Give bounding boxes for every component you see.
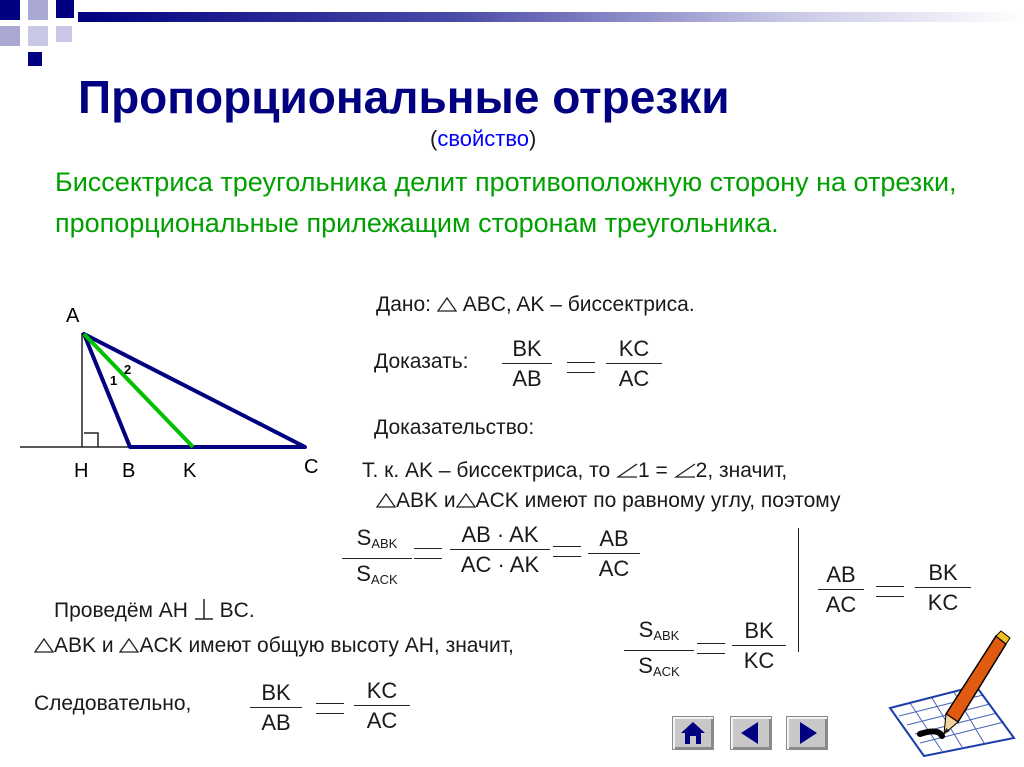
previous-slide-button[interactable] xyxy=(730,716,772,750)
conclusion-label: Следовательно, xyxy=(34,692,192,715)
point-b-label: B xyxy=(122,460,136,480)
triangle-abc xyxy=(84,334,305,447)
triangle-icon xyxy=(376,493,396,508)
angle-1-label: 1 xyxy=(110,373,118,388)
conclusion-rhs-fraction: KC AC xyxy=(354,678,410,733)
sides-product-fraction: AB · AK AC · AK xyxy=(450,522,550,577)
property-link[interactable]: свойство xyxy=(437,126,530,151)
triangle-icon xyxy=(34,638,54,653)
equals-sign xyxy=(876,586,904,597)
area-ratio-fraction: $S_{ABK}$ $S_{ACK}$ xyxy=(342,525,412,592)
prove-label: Доказать: xyxy=(374,350,469,373)
segments-ratio-fraction: BK KC xyxy=(732,618,786,673)
point-c-label: C xyxy=(304,456,319,478)
point-k-label: K xyxy=(183,460,197,480)
sides-ratio-fraction: AB AC xyxy=(588,526,640,581)
slide-title: Пропорциональные отрезки xyxy=(78,71,730,123)
home-button[interactable] xyxy=(672,716,714,750)
equals-sign xyxy=(553,546,581,557)
right-angle-mark xyxy=(84,433,98,447)
prove-lhs-fraction: BK AB xyxy=(502,336,552,391)
vertical-separator xyxy=(798,528,799,652)
triangle-icon xyxy=(456,493,476,508)
common-height-line: ABK и ACK имеют общую высоту AH, значит, xyxy=(34,634,514,658)
perpendicular-icon xyxy=(194,598,214,620)
triangle-figure xyxy=(0,0,340,480)
result-rhs-fraction: BK KC xyxy=(915,560,971,615)
next-slide-button[interactable] xyxy=(786,716,828,750)
given-line xyxy=(376,293,695,317)
point-a-label: A xyxy=(66,305,80,327)
angle-icon xyxy=(674,462,696,478)
triangle-icon xyxy=(119,638,139,653)
prove-rhs-fraction: KC AC xyxy=(606,336,662,391)
angle-icon xyxy=(616,462,638,478)
home-icon xyxy=(673,717,713,749)
equals-sign xyxy=(567,362,595,373)
bisector-ak xyxy=(84,334,193,447)
arrow-right-icon xyxy=(787,717,827,749)
given-text: ABC, AK – биссектриса. xyxy=(462,293,695,316)
given-label: Дано: xyxy=(376,293,432,316)
construct-line: Проведём AH BC. xyxy=(54,599,255,622)
point-h-label: H xyxy=(74,460,89,480)
equals-sign xyxy=(316,703,344,714)
subtitle: (свойство) xyxy=(430,126,537,151)
conclusion-lhs-fraction: BK AB xyxy=(250,680,302,735)
area-ratio-fraction-2: $S_{ABK}$ $S_{ACK}$ xyxy=(624,617,694,684)
arrow-left-icon xyxy=(731,717,771,749)
theorem-statement: Биссектриса треугольника делит противоположную сторону на отрезки, пропорциональные прилежащим сторонам треугольника. xyxy=(55,167,957,238)
triangle-icon xyxy=(437,297,457,312)
proof-line-1: Т. к. AK – биссектриса, то 1 = 2, значит, xyxy=(362,459,788,482)
result-lhs-fraction: AB AC xyxy=(818,562,864,617)
pencil-paper-icon xyxy=(880,630,1020,762)
equals-sign xyxy=(697,643,725,654)
angle-2-label: 2 xyxy=(124,362,132,377)
equals-sign xyxy=(414,548,442,559)
proof-line-2: ABK и ACK имеют по равному углу, поэтому xyxy=(376,489,840,513)
proof-label: Доказательство: xyxy=(374,416,535,439)
